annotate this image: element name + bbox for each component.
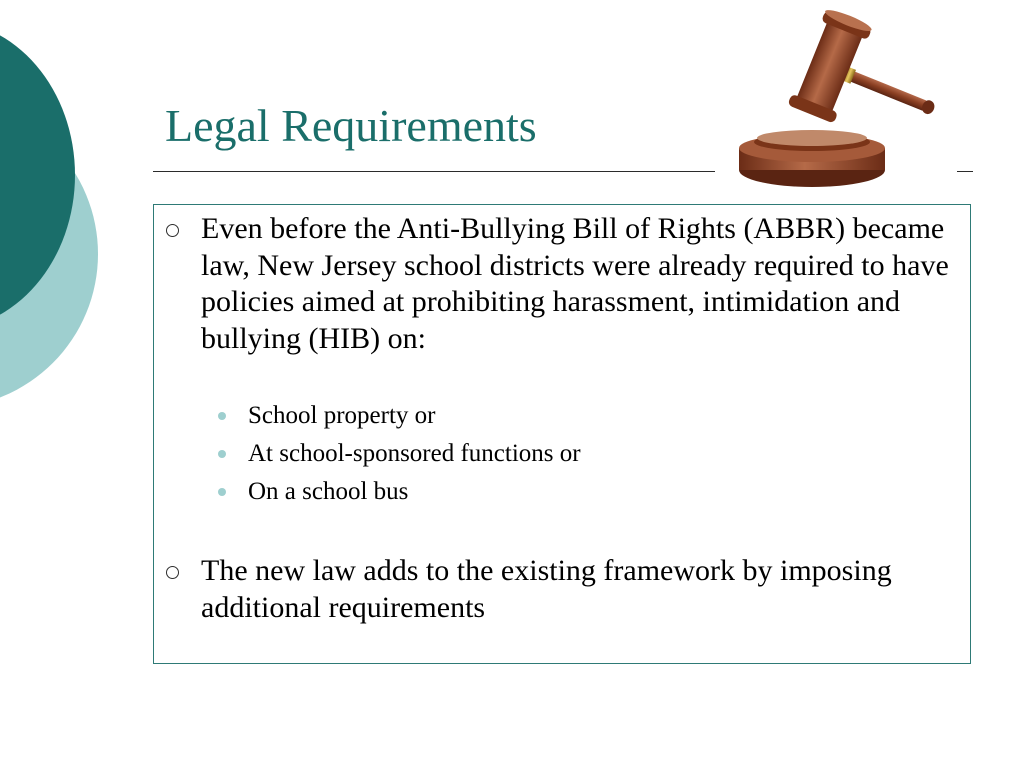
slide-title: Legal Requirements [165, 100, 537, 151]
dot-bullet-icon [218, 450, 226, 458]
title-underline [153, 171, 715, 172]
sub-bullet-text: School property or [248, 402, 436, 429]
sub-bullet-item [218, 435, 581, 473]
dot-bullet-icon [218, 412, 226, 420]
title-underline-short [957, 171, 973, 172]
gavel-image [735, 8, 940, 193]
bullet-text: Even before the Anti-Bullying Bill of Rights (ABBR) became law, New Jersey school districts were already required to have policies aimed at prohibiting harassment, intimidation and bullying (HIB) on: [201, 212, 949, 355]
bullet-item [166, 553, 966, 626]
circle-bullet-icon [166, 566, 179, 579]
bullet-text: The new law adds to the existing framework by imposing additional requirements [201, 554, 892, 624]
circle-bullet-icon [166, 224, 179, 237]
sub-bullet-item [218, 397, 435, 435]
sub-bullet-item [218, 473, 408, 511]
dot-bullet-icon [218, 488, 226, 496]
sub-bullet-text: On a school bus [248, 478, 409, 505]
sub-bullet-text: At school-sponsored functions or [248, 440, 581, 467]
content-box [153, 204, 971, 664]
bullet-item [166, 211, 966, 357]
